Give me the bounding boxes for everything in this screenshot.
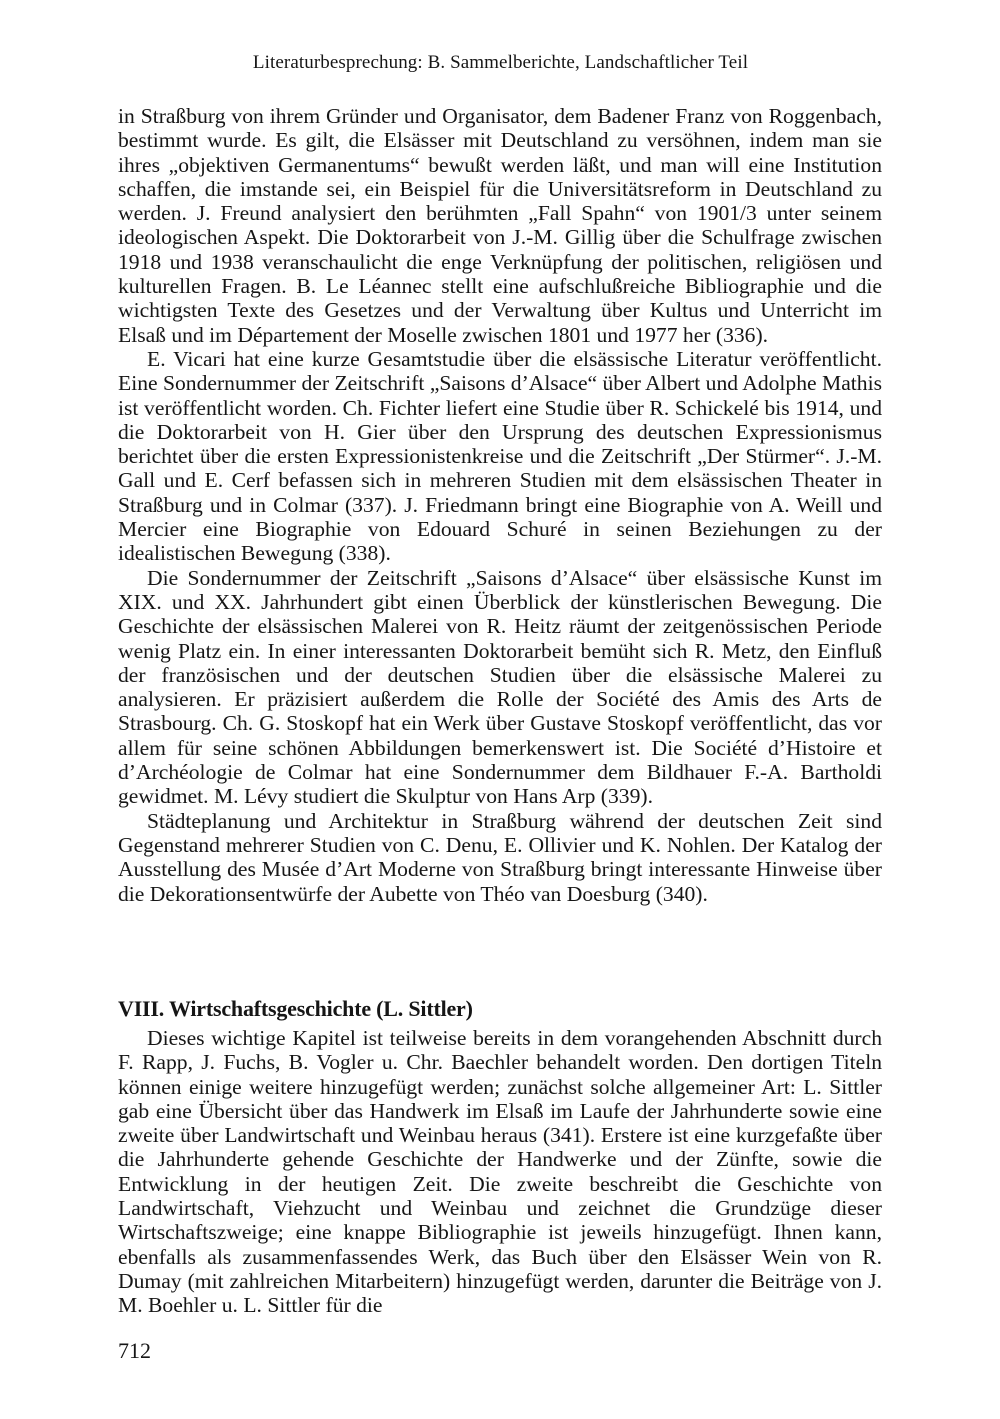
running-header: Literaturbesprechung: B. Sammelberichte, Landschaftlicher Teil (252, 52, 749, 73)
body-text (118, 104, 882, 906)
paragraph-1: in Straßburg von ihrem Gründer und Organisator, dem Badener Franz von Roggenbach, bestimmt wurde. Es gilt, die Elsässer mit Deutschland zu versöhnen, indem man sie ihres „objektiven Germanentums“ bewußt werden läßt, und man will eine Institution schaffen, die imstande sei, ein Beispiel für die Universitätsreform in Deutschland zu werden. J. Freund analysiert den berühmten „Fall Spahn“ von 1901/3 unter seinem ideologischen Aspekt. Die Doktorarbeit von J.-M. Gillig über die Schulfrage zwischen 1918 und 1938 veranschaulicht die enge Verknüpfung der politischen, religiösen und kulturellen Fragen. B. Le Léannec stellt eine aufschlußreiche Bibliographie und die wichtigsten Texte des Gesetzes und der Verwaltung über Kultus und Unterricht im Elsaß und im Département der Moselle zwischen 1801 und 1977 her (336). (118, 104, 882, 347)
page-number: 712 (118, 1338, 151, 1363)
paragraph-4: Städteplanung und Architektur in Straßburg während der deutschen Zeit sind Gegenstand mehrerer Studien von C. Denu, E. Ollivier und K. Nohlen. Der Katalog der Ausstellung des Musée d’Art Moderne von Straßburg bringt interessante Hinweise über die Dekorationsentwürfe der Aubette von Théo van Doesburg (340). (118, 808, 882, 906)
section-heading: VIII. Wirtschaftsgeschichte (L. Sittler) (118, 996, 473, 1021)
section-body (118, 1026, 882, 1318)
section-paragraph: Dieses wichtige Kapitel ist teilweise bereits in dem vorangehenden Abschnitt durch F. Rapp, J. Fuchs, B. Vogler u. Chr. Baechler behandelt worden. Den dortigen Titeln können einige weitere hinzugefügt werden; zunächst solche allgemeiner Art: L. Sittler gab eine Übersicht über das Handwerk im Elsaß im Laufe der Jahrhunderte sowie eine zweite über Landwirtschaft und Weinbau heraus (341). Erstere ist eine kurzgefaßte über die Jahrhunderte gehende Geschichte der Handwerke und der Zünfte, sowie die Entwicklung in der heutigen Zeit. Die zweite beschreibt die Geschichte von Landwirtschaft, Viehzucht und Weinbau und zeichnet die Grundzüge dieser Wirtschaftszweige; eine knappe Bibliographie ist jeweils hinzugefügt. Ihnen kann, ebenfalls als zusammenfassendes Werk, das Buch über den Elsässer Wein von R. Dumay (mit zahlreichen Mitarbeitern) hinzugefügt werden, darunter die Beiträge von J. M. Boehler u. L. Sittler für die (118, 1026, 882, 1318)
paragraph-2: E. Vicari hat eine kurze Gesamtstudie über die elsässische Literatur veröffentlicht. Eine Sondernummer der Zeitschrift „Saisons d’Alsace“ über Albert und Adolphe Mathis ist veröffentlicht worden. Ch. Fichter liefert eine Studie über R. Schickelé bis 1914, und die Doktorarbeit von H. Gier über den Ursprung des deutschen Expressionismus berichtet über die ersten Expressionistenkreise und die Zeitschrift „Der Stürmer“. J.-M. Gall und E. Cerf befassen sich in mehreren Studien mit dem elsässischen Theater in Straßburg und in Colmar (337). J. Friedmann bringt eine Biographie von A. Weill und Mercier eine Biographie von Edouard Schuré in seinen Beziehungen zu der idealistischen Bewegung (338). (118, 346, 882, 566)
paragraph-3: Die Sondernummer der Zeitschrift „Saisons d’Alsace“ über elsässische Kunst im XIX. und XX. Jahrhundert gibt einen Überblick der künstlerischen Bewegung. Die Geschichte der elsässischen Malerei von R. Heitz räumt der zeitgenössischen Periode wenig Platz ein. In einer interessanten Doktorarbeit bemüht sich R. Metz, den Einfluß der französischen und der deutschen Studien über die elsässische Malerei zu analysieren. Er präzisiert außerdem die Rolle der Société des Amis des Arts de Strasbourg. Ch. G. Stoskopf hat ein Werk über Gustave Stoskopf veröffentlicht, das vor allem für seine schönen Abbildungen bemerkenswert ist. Die Société d’Histoire et d’Archéologie de Colmar hat eine Sondernummer dem Bildhauer F.-A. Bartholdi gewidmet. M. Lévy studiert die Skulptur von Hans Arp (339). (118, 565, 882, 809)
